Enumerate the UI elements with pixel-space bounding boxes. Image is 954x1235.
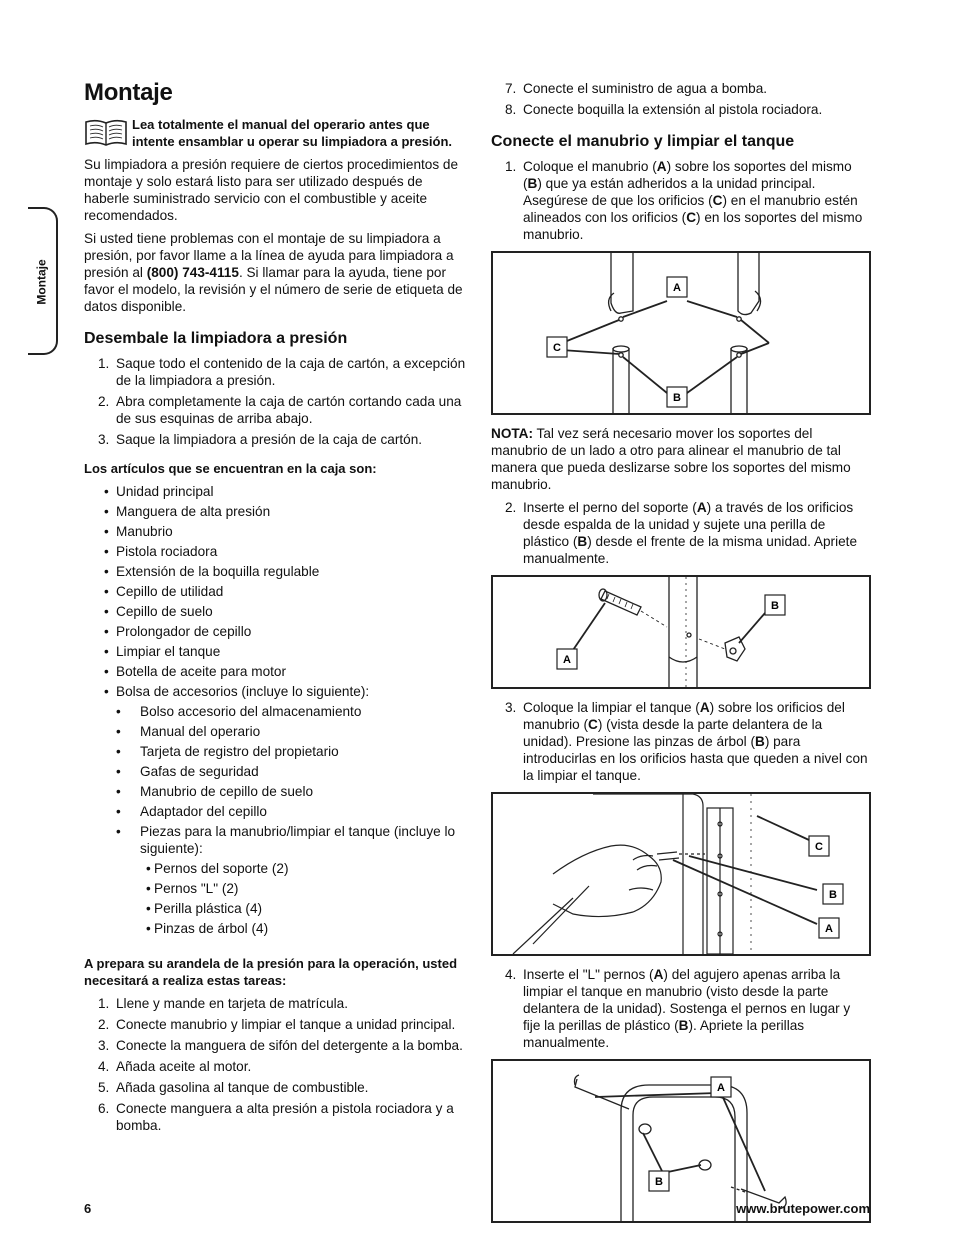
callout-a: A [825,923,833,935]
item-text: Manubrio [116,524,173,539]
step-text: Inserte el "L" pernos (A) del agujero apenas arriba la limpiar el tanque en manubrio (visto desde la parte delantera de la unidad). Sostenga el pernos en lugar y fije la perillas de plástico (B). Apriete la perillas manualmente. [523,967,851,1050]
handle-steps-4 [491,966,871,1051]
website-url: www.brutepower.com [736,1201,870,1216]
handle-mounting-illustration [493,253,869,413]
callout-a: A [717,1082,725,1094]
step-text: Conecte la manguera de sifón del detergente a la bomba. [116,1038,463,1053]
list-item [491,966,871,1051]
contents-heading: Los artículos que se encuentran en la caja son: [84,461,377,476]
step-number: 3. [98,432,110,447]
item-text: Bolso accesorio del almacenamiento [140,704,362,719]
list-item: • Adaptador del cepillo [116,804,267,819]
step-number: 8. [505,102,517,117]
page-number: 6 [84,1201,92,1216]
list-item: • Tarjeta de registro del propietario [116,744,339,759]
bracket-bolt-illustration [493,577,869,687]
page-title: Montaje [84,79,173,106]
callout-a: A [563,654,571,666]
list-item [84,431,466,448]
figure-handle-mounting [491,251,871,415]
step-text: Conecte manubrio y limpiar el tanque a unidad principal. [116,1017,456,1032]
item-text: Limpiar el tanque [116,644,221,659]
step-text: Llene y mande en tarjeta de matrícula. [116,996,348,1011]
list-item: • Manubrio de cepillo de suelo [116,784,314,799]
callout-b: B [673,392,681,404]
step-number: 6. [98,1101,110,1116]
unpack-steps [84,355,466,448]
accessories-list [84,703,466,857]
note-label: NOTA: [491,426,534,441]
step-text: Añada aceite al motor. [116,1059,252,1074]
step-text: Saque la limpiadora a presión de la caja de cartón. [116,432,423,447]
step-number: 2. [505,500,517,515]
list-item: • Extensión de la boquilla regulable [104,564,320,579]
list-item [84,995,466,1012]
list-item [84,355,466,389]
list-item [491,80,871,97]
step-number: 4. [505,967,517,982]
list-item: • Cepillo de suelo [104,604,213,619]
step-number: 3. [98,1038,110,1053]
list-item: • Botella de aceite para motor [104,664,287,679]
left-column [84,78,466,1138]
list-item: • Limpiar el tanque [104,644,221,659]
callout-c: C [815,841,823,853]
list-item: • Pernos "L" (2) [146,881,239,896]
callout-b: B [655,1176,663,1188]
step-number: 3. [505,700,517,715]
step-text: Coloque el manubrio (A) sobre los soportes del mismo (B) que ya están adheridos a la unidad principal. Asegúrese de que los orificios (C) en el manubrio estén alineados con los orificios (C) en los soportes del mismo manubrio. [523,159,863,242]
list-item: • Gafas de seguridad [116,764,259,779]
list-item [491,499,871,567]
list-item [84,1058,466,1075]
intro-text-a: Si usted tiene problemas con el montaje de su limpiadora a presión, por favor llame a la línea de ayuda para limpiadora a presión al [84,231,454,280]
intro-paragraph-1: Su limpiadora a presión requiere de ciertos procedimientos de montaje y solo estará listo para ser utilizado después de haberle suministrado servicio con el combustible y aceite recomendados. [84,157,459,223]
list-item: • Manguera de alta presión [104,504,271,519]
item-text: Unidad principal [116,484,214,499]
step-number: 7. [505,81,517,96]
item-text: Manual del operario [140,724,261,739]
list-item: • Manubrio [104,524,173,539]
list-item: • Bolsa de accesorios (incluye lo siguiente): [104,684,370,699]
item-text: Extensión de la boquilla regulable [116,564,320,579]
prepare-steps [84,995,466,1134]
callout-b: B [829,889,837,901]
side-tab-label: Montaje [34,259,49,305]
item-text: Perilla plástica (4) [154,901,263,916]
intro-paragraph-2 [84,230,466,315]
step-number: 1. [505,159,517,174]
list-item [84,1037,466,1054]
list-item [84,393,466,427]
step-text: Conecte el suministro de agua a bomba. [523,81,768,96]
step-text: Coloque la limpiar el tanque (A) sobre los orificios del manubrio (C) (vista desde la parte delantera de la unidad). Presione las pinzas de árbol (B) para introducirlas en los orificios hasta que queden a nivel con la limpiar el tanque. [523,700,868,783]
list-item: • Pistola rociadora [104,544,218,559]
note-paragraph [491,425,871,493]
handle-steps-2 [491,499,871,567]
list-item [84,1079,466,1096]
callout-a: A [673,282,681,294]
item-text: Tarjeta de registro del propietario [140,744,339,759]
item-text: Manguera de alta presión [116,504,271,519]
step-number: 1. [98,996,110,1011]
list-item [491,101,871,118]
warning-block [84,116,466,150]
list-item: • Pernos del soporte (2) [146,861,289,876]
list-item [491,699,871,784]
helpline-phone: (800) 743-4115 [146,265,239,280]
list-item: • Manual del operario [116,724,261,739]
figure-l-bolts [491,1059,871,1223]
list-item: • Prolongador de cepillo [104,624,252,639]
list-item: • Unidad principal [104,484,214,499]
contents-list [84,483,466,700]
handle-steps-3 [491,699,871,784]
tank-clips-illustration [493,794,869,954]
l-bolts-illustration [493,1061,869,1221]
step-number: 2. [98,1017,110,1032]
item-text: Pernos del soporte (2) [154,861,289,876]
prepare-heading: A prepara su arandela de la presión para la operación, usted necesitará a realiza estas tareas: [84,956,458,988]
item-text: Botella de aceite para motor [116,664,287,679]
handle-steps-1 [491,158,871,243]
unpack-heading: Desembale la limpiadora a presión [84,330,348,347]
list-item: • Perilla plástica (4) [146,901,263,916]
item-text: Manubrio de cepillo de suelo [140,784,314,799]
list-item [84,1016,466,1033]
handle-heading: Conecte el manubrio y limpiar el tanque [491,133,795,150]
right-column [491,80,871,1233]
step-number: 5. [98,1080,110,1095]
item-text: Prolongador de cepillo [116,624,252,639]
step-text: Conecte manguera a alta presión a pistola rociadora y a bomba. [116,1101,454,1133]
item-text: Piezas para la manubrio/limpiar el tanque (incluye lo siguiente): [140,824,456,856]
list-item [491,158,871,243]
step-text: Abra completamente la caja de cartón cortando cada una de sus esquinas de arriba abajo. [116,394,462,426]
figure-bracket-bolt [491,575,871,689]
item-text: Bolsa de accesorios (incluye lo siguiente): [116,684,370,699]
step-number: 4. [98,1059,110,1074]
list-item [84,1100,466,1134]
callout-c: C [553,342,561,354]
list-item: • Piezas para la manubrio/limpiar el tanque (incluye lo siguiente): [84,823,466,857]
step-text: Añada gasolina al tanque de combustible. [116,1080,369,1095]
item-text: Adaptador del cepillo [140,804,267,819]
list-item: • Cepillo de utilidad [104,584,224,599]
note-text: Tal vez será necesario mover los soportes del manubrio de un lado a otro para alinear el manubrio de tal manera que pueda deslizarse sobre los soportes del mismo manubrio. [491,426,851,492]
item-text: Pistola rociadora [116,544,218,559]
prepare-steps-continued [491,80,871,118]
step-text: Conecte boquilla la extensión al pistola rociadora. [523,102,823,117]
manual-book-icon [84,116,128,148]
list-item: • Bolso accesorio del almacenamiento [116,704,362,719]
step-text: Saque todo el contenido de la caja de cartón, a excepción de la limpiadora a presión. [116,356,466,388]
step-text: Inserte el perno del soporte (A) a través de los orificios desde espalda de la unidad y sujete una perilla de plástico (B) desde el frente de la misma unidad. Apriete manualmente. [523,500,857,566]
warning-text: Lea totalmente el manual del operario antes que intente ensamblar u operar su limpiadora a presión. [132,117,453,149]
item-text: Gafas de seguridad [140,764,259,779]
step-number: 1. [98,356,110,371]
figure-tank-clips [491,792,871,956]
item-text: Pinzas de árbol (4) [154,921,269,936]
parts-list [84,860,466,937]
step-number: 2. [98,394,110,409]
item-text: Cepillo de utilidad [116,584,224,599]
item-text: Pernos "L" (2) [154,881,239,896]
intro-text-b: . Si llamar para la ayuda, tiene por favor el modelo, la revisión y el número de serie de etiqueta de datos disponible. [84,265,463,314]
list-item: • Pinzas de árbol (4) [146,921,269,936]
item-text: Cepillo de suelo [116,604,213,619]
callout-b: B [771,600,779,612]
